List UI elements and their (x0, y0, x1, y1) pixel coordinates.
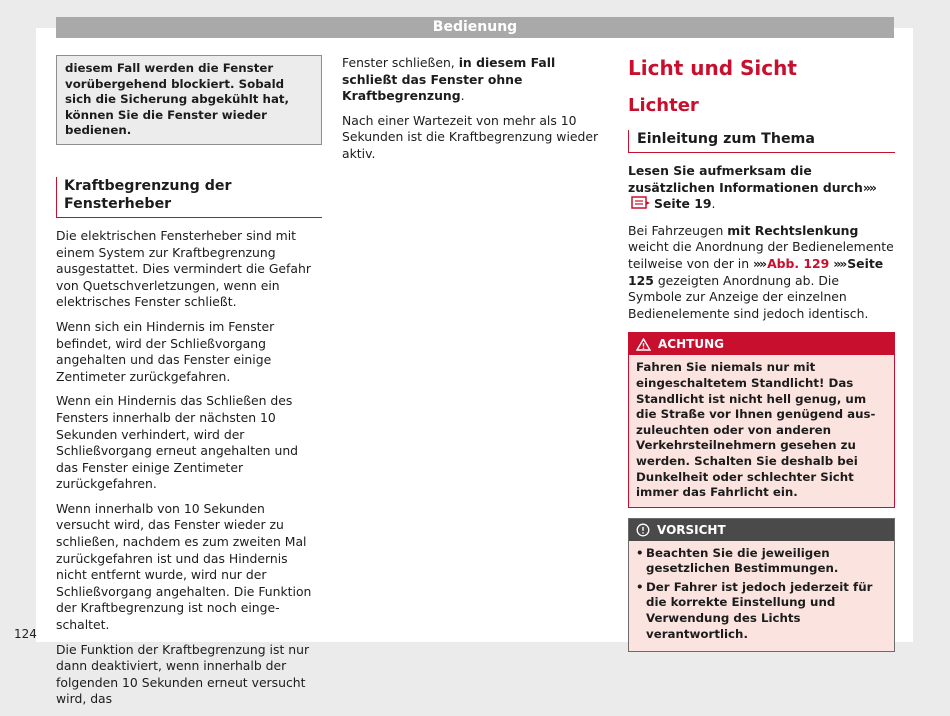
section-heading: Lichter (628, 95, 699, 116)
paragraph: Die elektrischen Fensterheber sind mit einem System zur Kraftbegrenzung ausgestattet. Dies vermindert die Gefahr von Quetschverletzungen, wenn ein elektrisches Fenster schließt. (56, 227, 311, 310)
paragraph (342, 55, 608, 105)
text: Fenster schließen, (342, 55, 459, 70)
page-number: 124 (14, 627, 37, 641)
column-middle (342, 55, 608, 171)
text: weicht die Anordnung der Bedienelemente teilweise von der in (628, 239, 894, 271)
note-box: diesem Fall werden die Fenster vorübergehend blockiert. Sobald sich die Sicherung abgekühlt hat, können Sie die Fenster wieder bedienen. (56, 55, 322, 145)
arrow-icon: »» (753, 255, 766, 271)
paragraph (628, 223, 895, 323)
text: gezeigten Anordnung ab. Die Symbole zur Anzeige der einzelnen Bedienelemente sind jedoch identisch. (628, 272, 869, 321)
paragraph: Nach einer Wartezeit von mehr als 10 Sekunden ist die Kraftbegrenzung wieder aktiv. (342, 112, 599, 161)
section-title: Kraftbegrenzung der Fensterheber (56, 177, 322, 218)
column-right (628, 55, 895, 652)
warning-header (629, 333, 894, 355)
text: . (460, 88, 465, 104)
warning-text: Fahren Sie niemals nur mit eingeschaltetem Standlicht! Das Standlicht ist nicht hell genug, um die Straße vor Ihnen genügend auszuleuchten oder von anderen Verkehrsteilnehmern gesehen zu werden. Schalten Sie deshalb bei Dunkelheit oder schlechter Sicht immer das Fahrlicht ein. (629, 355, 894, 506)
text: Bei Fahrzeugen (628, 222, 728, 238)
bullet-icon: • (636, 545, 644, 560)
caution-list (629, 541, 894, 652)
caution-box (628, 518, 895, 653)
page-header: Bedienung (56, 17, 894, 38)
caution-header (629, 519, 894, 541)
figure-link[interactable]: Abb. 129 (767, 255, 830, 271)
list-item (636, 546, 887, 577)
paragraph: Die Funktion der Kraftbegrenzung ist nur dann deaktiviert, wenn innerhalb der folgenden 10 Sekunden erneut versucht wird, das (56, 641, 310, 707)
column-left (56, 55, 322, 716)
subsection-heading: Einleitung zum Thema (628, 130, 895, 153)
bold-text: in diesem Fall schließt das Fenster ohne Kraftbegrenzung (342, 55, 556, 104)
warning-title: ACHTUNG (658, 337, 724, 352)
list-item-text: Der Fahrer ist jedoch jederzeit für die korrekte Einstellung und Verwendung des Lichts verantwortlich. (646, 579, 873, 641)
arrow-icon: »» (833, 255, 846, 271)
bullet-icon: • (636, 579, 644, 594)
warning-triangle-icon (636, 338, 651, 351)
list-item (636, 580, 887, 642)
text: . (711, 196, 716, 212)
exclamation-circle-icon (636, 523, 650, 537)
page-link[interactable]: Seite 125 (628, 255, 884, 288)
paragraph: Wenn innerhalb von 10 Sekunden versucht wird, das Fenster wieder zu schließen, nachdem es zum zweiten Mal zurückgefahren ist und das Hindernis nicht entfernt wurde, wird nur der Schließvorgang angehalten. Die Funktion der Kraftbegrenzung ist noch eingeschaltet. (56, 500, 312, 633)
bold-text: Lesen Sie aufmerksam die zusätzlichen Informationen durch (628, 163, 863, 195)
chapter-title: Licht und Sicht (628, 56, 797, 80)
intro-paragraph (628, 163, 895, 215)
arrow-icon: »» (862, 179, 875, 195)
book-reference-icon[interactable] (631, 196, 651, 215)
page-link[interactable]: Seite 19 (654, 196, 712, 212)
paragraph: Wenn ein Hindernis das Schließen des Fensters innerhalb der nächsten 10 Sekunden verhindert, wird der Schließvorgang erneut angehalten und das Fenster einige Zentimeter zurückgefahren. (56, 393, 299, 492)
caution-title: VORSICHT (657, 522, 726, 537)
bold-text: mit Rechtslenkung (727, 222, 859, 238)
warning-box (628, 332, 895, 507)
paragraph: Wenn sich ein Hindernis im Fenster befindet, wird der Schließvorgang angehalten und das Fenster einige Zentimeter zurückgefahren. (56, 318, 275, 384)
list-item-text: Beachten Sie die jeweiligen gesetzlichen Bestimmungen. (646, 545, 839, 576)
